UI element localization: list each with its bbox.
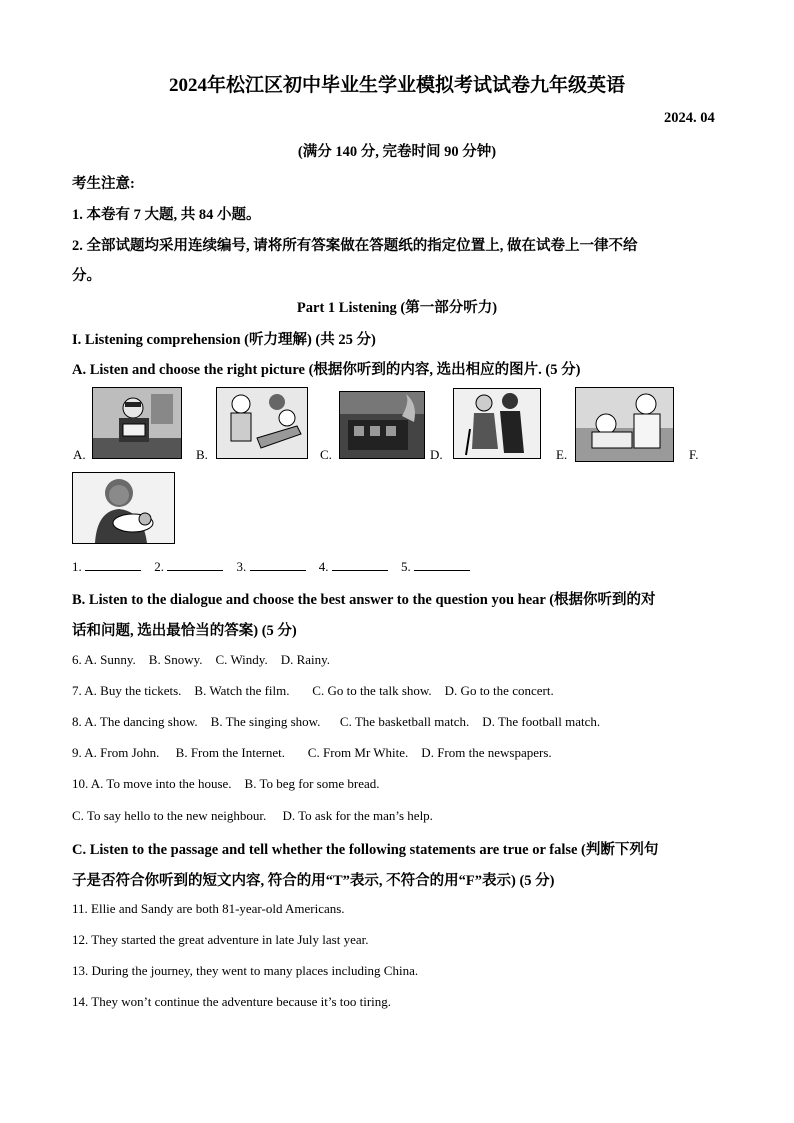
- statement-11: 11. Ellie and Sandy are both 81-year-old Americans.: [72, 901, 345, 916]
- doctor-examining-child-image: [576, 388, 673, 461]
- notice-label: 考生注意:: [72, 176, 135, 192]
- question-9: 9. A. From John. B. From the Internet. C. From Mr White. D. From the newspapers.: [72, 745, 552, 760]
- part1-title: Part 1 Listening (第一部分听力): [296, 300, 498, 316]
- picture-c: [339, 391, 425, 459]
- statement-13: 13. During the journey, they went to many places including China.: [72, 963, 419, 978]
- picture-a: [92, 387, 182, 459]
- blank-label-1: 1.: [72, 559, 82, 574]
- section-a-title: A. Listen and choose the right picture (根据你听到的内容, 选出相应的图片. (5 分): [72, 362, 581, 378]
- picture-label-c: C.: [320, 447, 332, 462]
- picture-label-e: E.: [556, 447, 568, 462]
- picture-label-a: A.: [73, 447, 86, 462]
- question-6: 6. A. Sunny. B. Snowy. C. Windy. D. Rainy.: [72, 652, 331, 667]
- picture-label-f: F.: [689, 447, 699, 462]
- answer-blank-3[interactable]: [250, 558, 306, 571]
- section-b-title-cont: 话和问题, 选出最恰当的答案) (5 分): [72, 623, 297, 639]
- blank-label-4: 4.: [318, 559, 329, 574]
- answer-blank-2[interactable]: [167, 558, 223, 571]
- burning-building-image: [340, 392, 424, 458]
- question-8: 8. A. The dancing show. B. The singing show. C. The basketball match. D. The football match.: [72, 714, 601, 729]
- statement-14: 14. They won’t continue the adventure because it’s too tiring.: [72, 994, 392, 1009]
- question-7: 7. A. Buy the tickets. B. Watch the film. C. Go to the talk show. D. Go to the concert.: [72, 683, 554, 698]
- score-time: (满分 140 分, 完卷时间 90 分钟): [297, 144, 497, 160]
- picture-b: [216, 387, 308, 459]
- notice-item-1: 1. 本卷有 7 大题, 共 84 小题。: [72, 207, 261, 223]
- picture-f: [72, 472, 175, 544]
- man-reading-book-image: [93, 388, 181, 458]
- answer-blank-1[interactable]: [85, 558, 141, 571]
- helping-old-person-image: [454, 389, 540, 458]
- question-10: 10. A. To move into the house. B. To beg for some bread.: [72, 776, 380, 791]
- picture-d: [453, 388, 541, 459]
- notice-item-2-cont: 分。: [72, 268, 101, 284]
- picture-label-d: D.: [430, 447, 443, 462]
- section-c-title: C. Listen to the passage and tell whether the following statements are true or false (判断下列句: [72, 842, 659, 858]
- section-1-title: I. Listening comprehension (听力理解) (共 25 分): [72, 332, 376, 348]
- answer-blank-5[interactable]: [414, 558, 470, 571]
- statement-12: 12. They started the great adventure in late July last year.: [72, 932, 369, 947]
- answer-blank-4[interactable]: [332, 558, 388, 571]
- blank-label-2: 2.: [154, 559, 164, 574]
- notice-item-2: 2. 全部试题均采用连续编号, 请将所有答案做在答题纸的指定位置上, 做在试卷上一律不给: [72, 238, 638, 254]
- exam-date: 2024. 04: [664, 110, 715, 126]
- blank-label-5: 5.: [401, 559, 411, 574]
- exam-title: 2024年松江区初中毕业生学业模拟考试试卷九年级英语: [168, 75, 625, 96]
- picture-e: [575, 387, 674, 462]
- dentist-and-patient-image: [217, 388, 307, 458]
- section-b-title: B. Listen to the dialogue and choose the best answer to the question you hear (根据你听到的对: [72, 592, 656, 608]
- question-10-options-cont: C. To say hello to the new neighbour. D. To ask for the man’s help.: [72, 808, 433, 823]
- blank-label-3: 3.: [236, 559, 247, 574]
- section-c-title-cont: 子是否符合你听到的短文内容, 符合的用“T”表示, 不符合的用“F”表示) (5 分): [72, 873, 555, 889]
- answer-blanks: [72, 558, 480, 575]
- mother-holding-baby-image: [73, 473, 174, 543]
- picture-label-b: B.: [196, 447, 208, 462]
